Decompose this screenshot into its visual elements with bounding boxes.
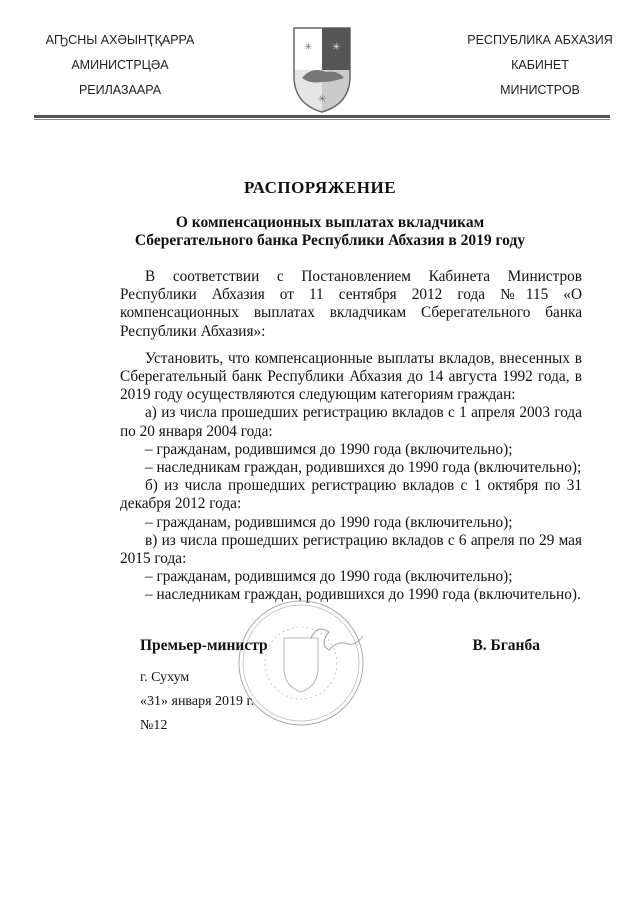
svg-text:✳: ✳ <box>304 42 313 53</box>
letterhead-line: АМИНИСТРЦӘА <box>71 58 169 72</box>
letterhead-line: РЕИЛАЗААРА <box>78 83 162 97</box>
letterhead-line: МИНИСТРОВ <box>500 83 580 97</box>
document-title: РАСПОРЯЖЕНИЕ <box>243 178 397 197</box>
list-item: б) из числа прошедших регистрацию вкладов с 1 октября по 31 декабря 2012 года: <box>120 477 582 513</box>
svg-text:✳: ✳ <box>332 42 341 53</box>
document-body <box>120 268 582 605</box>
paragraph: Установить, что компенсационные выплаты вкладов, внесенных в Сберегательный банк Республики Абхазия до 14 августа 1992 года, в 2019 году осуществляются следующим категориям граждан: <box>120 349 582 404</box>
subtitle-line: О компенсационных выплатах вкладчикам <box>175 214 485 231</box>
header-divider-thin <box>34 119 610 120</box>
official-seal-icon <box>236 598 366 728</box>
letterhead-left <box>20 28 220 103</box>
list-item: в) из числа прошедших регистрацию вкладов с 6 апреля по 29 мая 2015 года: <box>120 531 582 568</box>
document-date: «31» января 2019 г. <box>140 694 255 709</box>
letterhead-line: РЕСПУБЛИКА АБХАЗИЯ <box>467 33 613 47</box>
paragraph: В соответствии с Постановлением Кабинета Министров Республики Абхазия от 11 сентября 2012 года №115 «О компенсационных выплатах вкладчикам Сберегательного банка Республики Абхазия»: <box>120 268 582 340</box>
document-subtitle <box>100 214 560 250</box>
letterhead-right <box>440 28 640 103</box>
header-divider <box>34 115 610 118</box>
document-city: г. Сухум <box>140 670 190 685</box>
list-item: – наследникам граждан, родившихся до 1990 года (включительно); <box>145 459 582 477</box>
subtitle-line: Сберегательного банка Республики Абхазия в 2019 году <box>134 232 526 249</box>
signatory-role: Премьер-министр <box>140 637 268 654</box>
list-item: – гражданам, родившимся до 1990 года (включительно); <box>145 568 513 586</box>
letterhead-line: АҦСНЫ АХӘЫНҬҚАРРА <box>45 33 195 47</box>
letterhead-line: КАБИНЕТ <box>511 58 569 72</box>
list-item: – гражданам, родившимся до 1990 года (включительно); <box>145 513 513 531</box>
signatory-name: В. Бганба <box>472 637 540 654</box>
coat-of-arms-icon <box>292 26 352 114</box>
list-item: – наследникам граждан, родившихся до 1990 года (включительно). <box>145 586 581 604</box>
svg-text:✳: ✳ <box>318 94 327 105</box>
document-number: №12 <box>140 718 168 733</box>
list-item: а) из числа прошедших регистрацию вкладов с 1 апреля 2003 года по 20 января 2004 года: <box>120 404 582 440</box>
list-item: – гражданам, родившимся до 1990 года (включительно); <box>145 440 513 458</box>
